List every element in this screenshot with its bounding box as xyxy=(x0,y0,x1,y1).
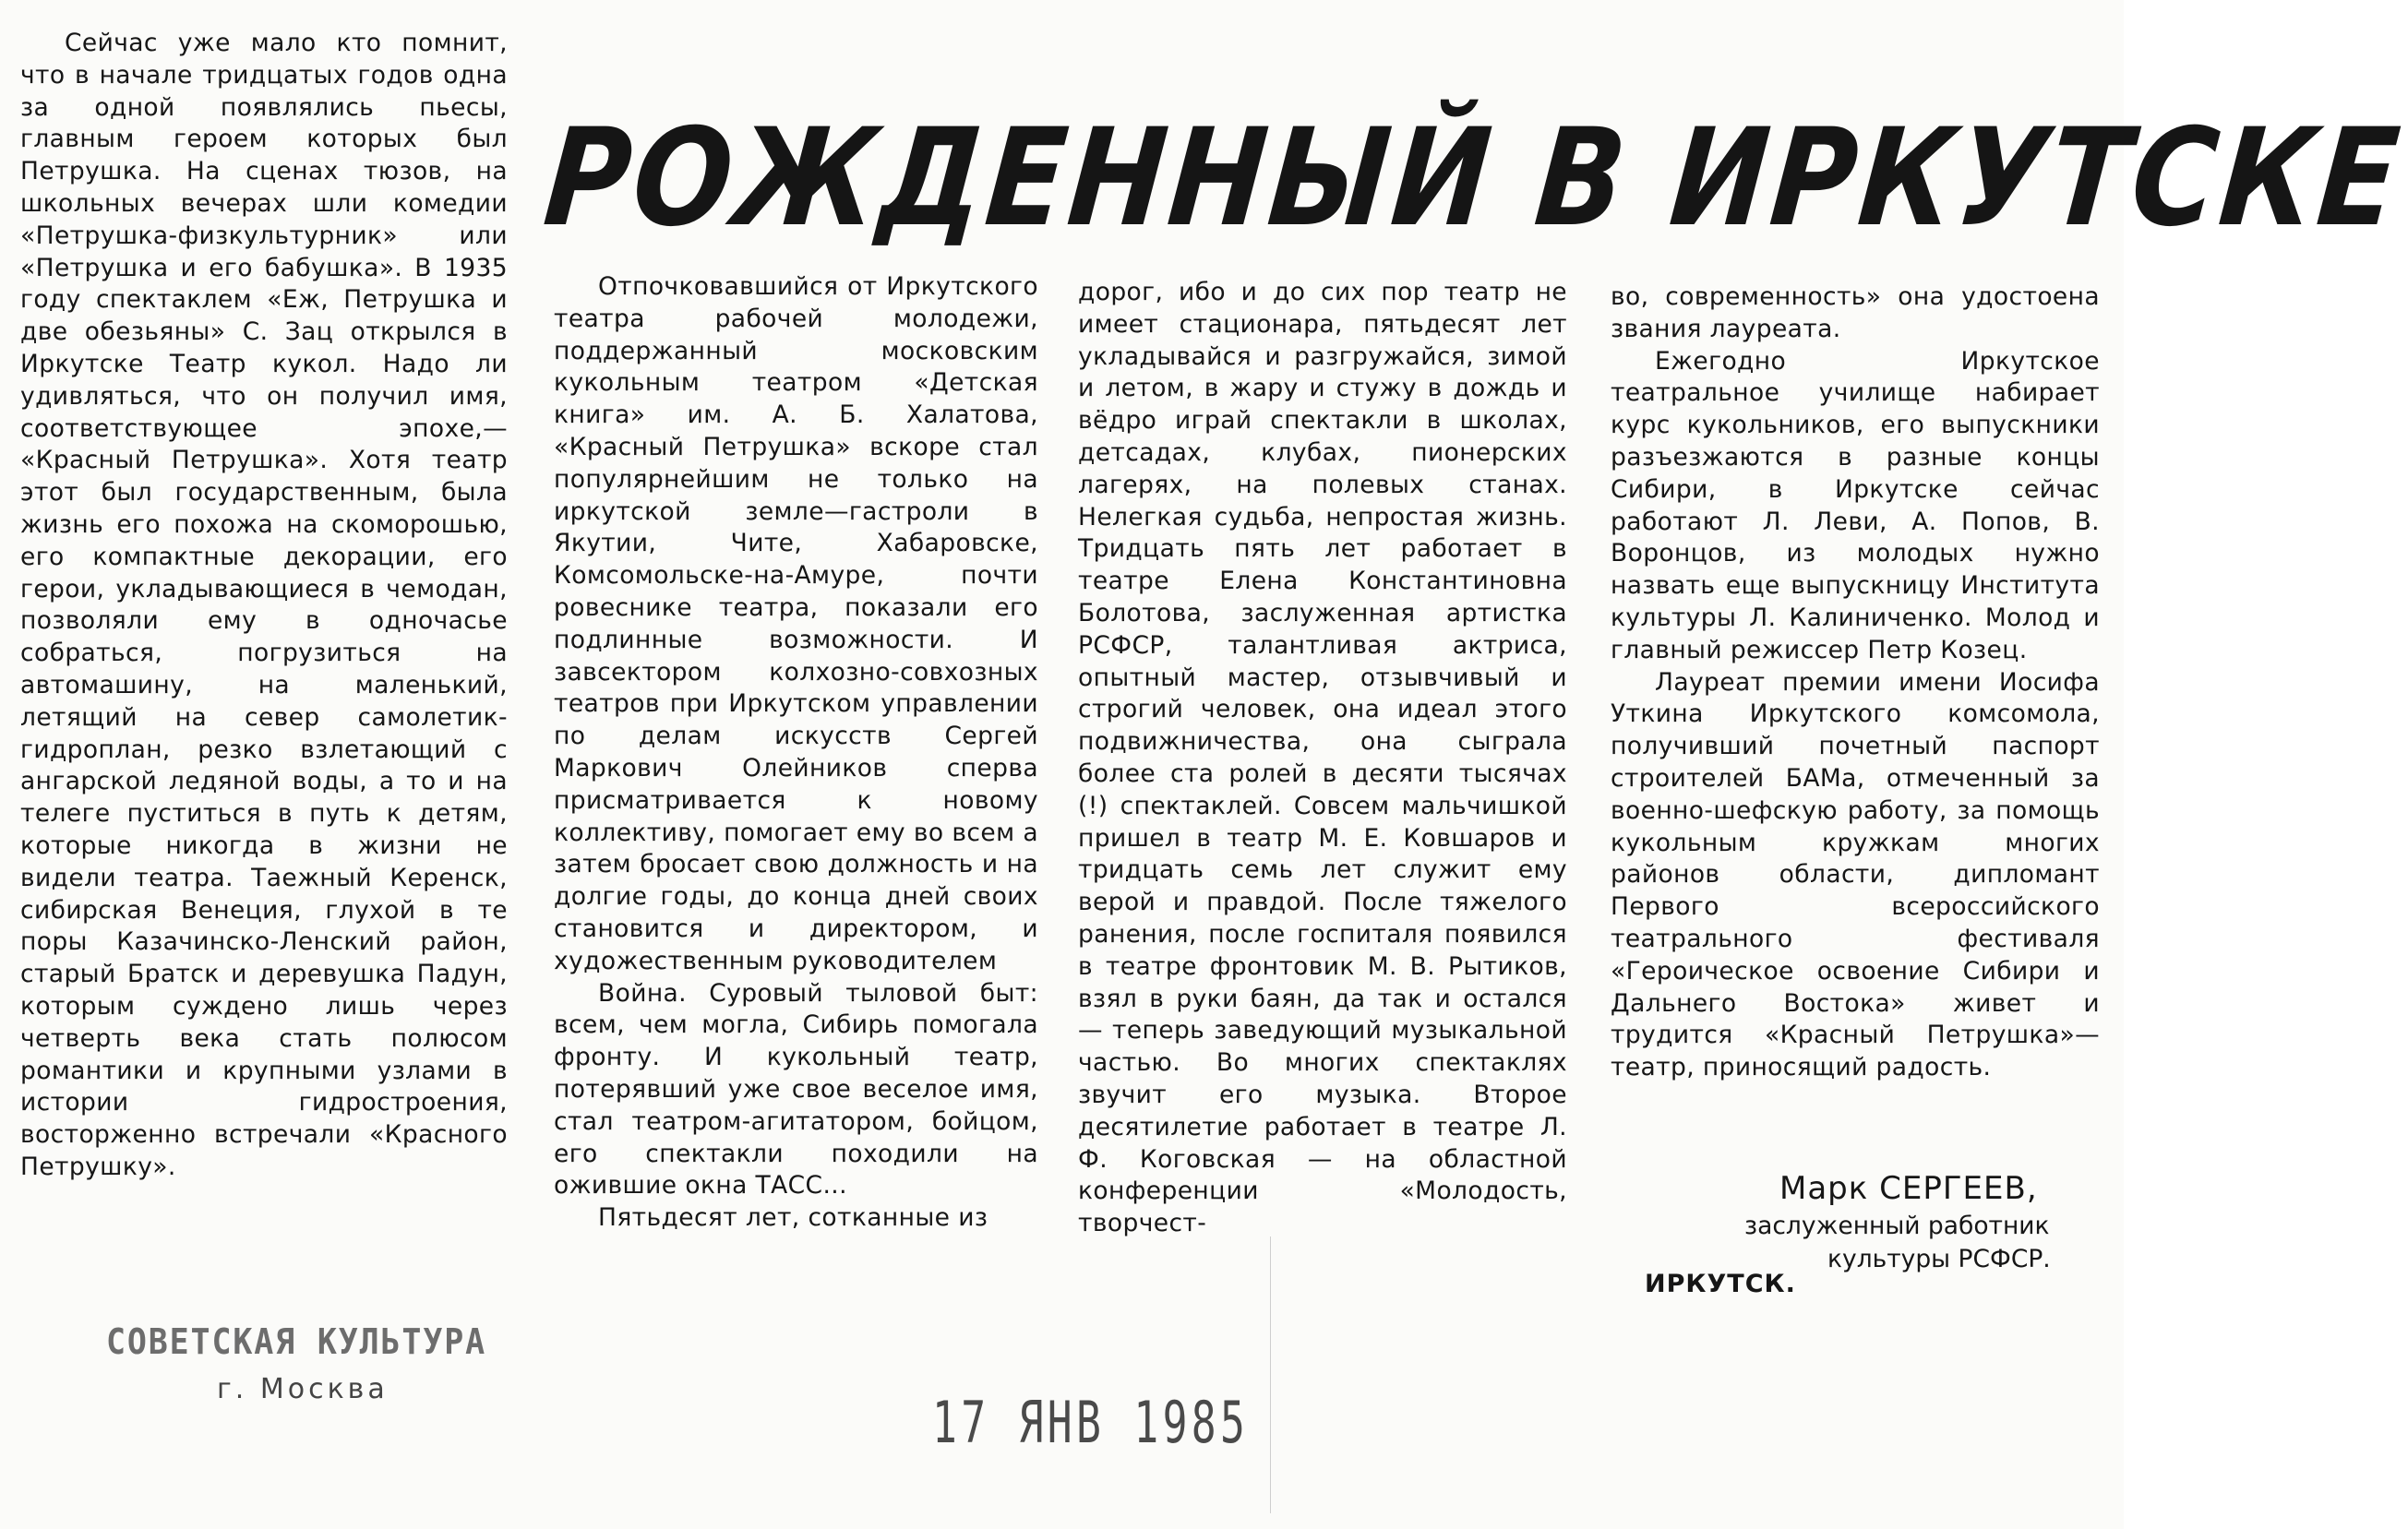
paragraph: Война. Суровый тыловой быт: всем, чем могла, Сибирь помогала фронту. И кукольный театр, потерявший уже свое веселое имя, стал театром-агитатором, бойцом, его спектакли походили на ожившие окна ТАСС... xyxy=(554,978,1038,1201)
author-title: культуры РСФСР. xyxy=(1827,1245,2051,1273)
source-stamp xyxy=(88,1303,521,1409)
paragraph: дорог, ибо и до сих пор театр не имеет стационара, пятьдесят лет укладывайся и разгружайся, зимой и летом, в жару и стужу в дождь и вёдро играй спектакли в школах, детсадах, клубах, пионерских лагерях, на полевых станах. Нелегкая судьба, непростая жизнь. Тридцать пять лет работает в театре Елена Константиновна Болотова, заслуженная артистка РСФСР, талантливая актриса, опытный мастер, отзывчивый и строгий человек, она идеал этого подвижничества, она сыграла более ста ролей в десяти тысячах (!) спектаклей. Совсем мальчишкой пришел в театр М. Е. Ковшаров и тридцать семь лет служит ему верой и правдой. После тяжелого ранения, после госпиталя появился в театре фронтовик М. В. Рытиков, взял в руки баян, да так и остался — теперь заведующий музыкальной частью. Во многих спектаклях звучит его музыка. Второе десятилетие работает в театре Л. Ф. Коговская — на областной конференции «Молодость, творчест- xyxy=(1078,278,1567,1238)
paragraph: Ежегодно Иркутское театральное училище набирает курс кукольников, его выпускники разъезжаются в разные концы Сибири, в Иркутске сейчас работают Л. Леви, А. Попов, В. Воронцов, из молодых нужно назвать еще выпускницу Института культуры Л. Калиниченко. Молод и главный режиссер Петр Козец. xyxy=(1611,346,2100,664)
author-name: Марк СЕРГЕЕВ, xyxy=(1779,1170,2038,1207)
stamp-city: г. Москва xyxy=(217,1373,389,1405)
column-1 xyxy=(20,28,508,1184)
paragraph: Лауреат премии имени Иосифа Уткина Иркутского комсомола, получивший почетный паспорт строителей БАМа, отмеченный за военно-шефскую работу, за помощь кукольным кружкам многих районов области, дипломант Первого всероссийского театрального фестиваля «Героическое освоение Сибири и Дальнего Востока» живет и трудится «Красный Петрушка»—театр, приносящий радость. xyxy=(1611,667,2100,1082)
date-stamp: 17 ЯНВ 1985 xyxy=(932,1389,1250,1456)
paragraph: во, современность» она удостоена звания лауреата. xyxy=(1611,282,2100,343)
dateline-city: ИРКУТСК. xyxy=(1645,1270,1796,1298)
stamp-publication: СОВЕТСКАЯ КУЛЬТУРА xyxy=(106,1321,486,1362)
paragraph: Отпочковавшийся от Иркутского театра рабочей молодежи, поддержанный московским кукольным театром «Детская книга» им. А. Б. Халатова, «Красный Петрушка» вскоре стал популярнейшим не только на иркутской земле—гастроли в Якутии, Чите, Хабаровске, Комсомольске-на-Амуре, почти ровеснике театра, показали его подлинные возможности. И завсектором колхозно-совхозных театров при Иркутском управлении по делам искусств Сергей Маркович Олейников сперва присматривается к новому коллективу, помогает ему во всем а затем бросает свою должность и на долгие годы, до конца дней своих становится и директором, и художественным руководителем xyxy=(554,272,1038,975)
column-2 xyxy=(554,271,1038,1235)
headline: РОЖДЕННЫЙ В ИРКУТСКЕ xyxy=(538,100,2408,257)
paragraph: Пятьдесят лет, сотканные из xyxy=(598,1203,988,1233)
paragraph: Сейчас уже мало кто помнит, что в начале тридцатых годов одна за одной появлялись пьесы, главным героем которых был Петрушка. На сценах тюзов, на школьных вечерах шли комедии «Петрушка-физкультурник» или «Петрушка и его бабушка». В 1935 году спектаклем «Еж, Петрушка и две обезьяны» С. Зац открылся в Иркутске Театр кукол. Надо ли удивляться, что он получил имя, соответствующее эпохе,— «Красный Петрушка». Хотя театр этот был государственным, была жизнь его похожа на скоморошью, его компактные декорации, его герои, укладывающиеся в чемодан, позволяли ему в одночасье собраться, погрузиться на автомашину, на маленький, летящий на север самолетик-гидроплан, резко взлетающий с ангарской ледяной воды, а то и на телеге пуститься в путь к детям, которые никогда в жизни не видели театра. Таежный Керенск, сибирская Венеция, глухой в те поры Казачинско-Ленский район, старый Братск и деревушка Падун, которым суждено лишь через четверть века стать полюсом романтики и крупными узлами в истории гидростроения, восторженно встречали «Красного Петрушку». xyxy=(20,29,508,1181)
column-4 xyxy=(1611,281,2100,1084)
column-3 xyxy=(1078,277,1567,1240)
clipping-edge xyxy=(1270,1236,1271,1513)
author-title: заслуженный работник xyxy=(1744,1212,2050,1240)
